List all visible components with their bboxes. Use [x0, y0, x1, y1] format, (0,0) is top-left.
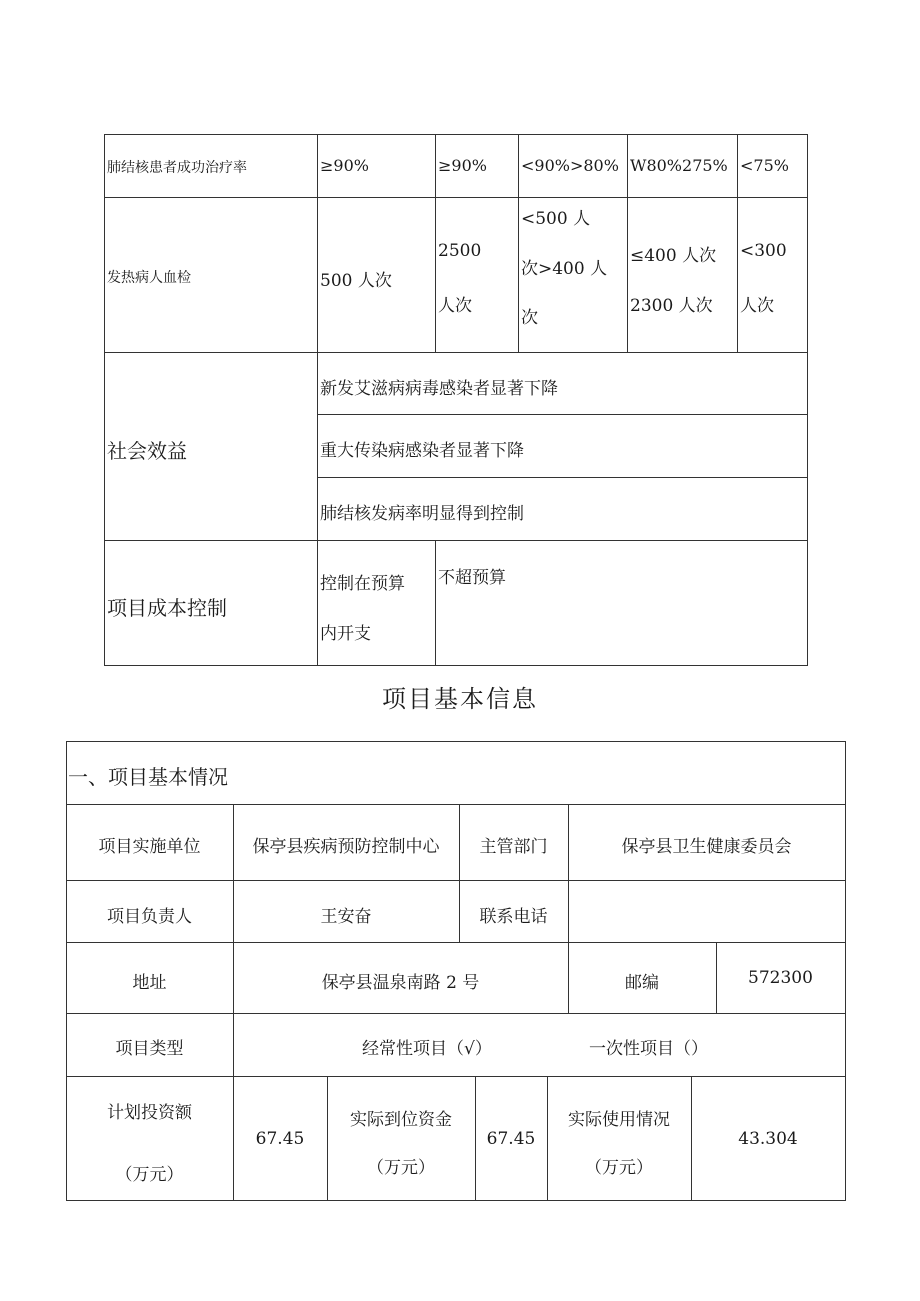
grid-line: [317, 414, 808, 415]
fever-test-value-4a: ≤400 人次: [630, 246, 717, 266]
grid-line: [66, 942, 846, 943]
leader-label: 项目负责人: [107, 907, 192, 927]
grid-line: [807, 134, 808, 666]
actual-label: 实际到位资金: [350, 1110, 452, 1130]
grid-line: [104, 665, 808, 666]
dept-value: 保亭县卫生健康委员会: [621, 837, 792, 857]
grid-line: [66, 1013, 846, 1014]
info-heading: 一、项目基本情况: [68, 765, 228, 789]
grid-line: [104, 197, 808, 198]
tb-rate-value-1: ≥90%: [320, 156, 369, 175]
grid-line: [66, 741, 846, 742]
social-benefit-item: 肺结核发病率明显得到控制: [320, 504, 524, 524]
tb-rate-value-3: <90%>80%: [521, 156, 619, 175]
social-benefit-label: 社会效益: [107, 439, 187, 463]
usage-unit: （万元）: [585, 1158, 653, 1178]
address-value: 保亭县温泉南路 2 号: [321, 973, 480, 993]
zip-label: 邮编: [625, 973, 659, 993]
grid-line: [104, 134, 105, 666]
actual-value: 67.45: [486, 1129, 536, 1149]
tb-rate-value-4: W80%275%: [630, 156, 728, 175]
grid-line: [317, 134, 318, 666]
impl-unit-value: 保亭县疾病预防控制中心: [252, 837, 440, 857]
actual-unit: （万元）: [367, 1158, 435, 1178]
fever-test-value-4b: 2300 人次: [630, 296, 713, 316]
grid-line: [104, 134, 808, 135]
grid-line: [66, 804, 846, 805]
usage-value: 43.304: [738, 1129, 798, 1149]
grid-line: [845, 741, 846, 1201]
grid-line: [547, 1076, 548, 1201]
fever-test-value-2a: 2500: [438, 241, 482, 261]
address-label: 地址: [132, 973, 167, 993]
tb-rate-value-2: ≥90%: [438, 156, 487, 175]
grid-line: [104, 540, 808, 541]
phone-label: 联系电话: [479, 907, 548, 927]
tb-rate-label: 肺结核患者成功治疗率: [107, 160, 247, 176]
type-label: 项目类型: [115, 1039, 184, 1059]
fever-test-value-3c: 次: [521, 308, 538, 328]
cost-control-sub-1: 控制在预算: [320, 574, 405, 594]
usage-label: 实际使用情况: [568, 1110, 670, 1130]
fever-test-value-5a: <300: [740, 241, 787, 261]
cost-control-sub-2: 内开支: [320, 624, 371, 644]
fever-test-value-1: 500 人次: [320, 271, 392, 291]
cost-control-label: 项目成本控制: [107, 596, 227, 620]
social-benefit-item: 重大传染病感染者显著下降: [320, 441, 524, 461]
dept-label: 主管部门: [479, 837, 548, 857]
leader-value: 王安奋: [320, 907, 372, 927]
grid-line: [66, 1200, 846, 1201]
grid-line: [317, 477, 808, 478]
fever-test-value-2b: 人次: [438, 296, 472, 316]
cost-control-value: 不超预算: [438, 568, 506, 588]
plan-label: 计划投资额: [107, 1103, 192, 1123]
fever-test-value-3a: <500 人: [521, 209, 591, 229]
zip-value: 572300: [748, 968, 813, 988]
grid-line: [66, 880, 846, 881]
grid-line: [518, 134, 519, 353]
grid-line: [435, 134, 436, 353]
plan-unit: （万元）: [115, 1165, 184, 1185]
section-title: 项目基本信息: [382, 685, 538, 713]
fever-test-value-3b: 次>400 人: [521, 259, 608, 279]
fever-test-label: 发热病人血检: [107, 270, 191, 286]
type-once: 一次性项目（）: [589, 1039, 708, 1059]
grid-line: [737, 134, 738, 353]
fever-test-value-5b: 人次: [740, 296, 774, 316]
plan-value: 67.45: [255, 1129, 305, 1149]
type-regular: 经常性项目（√）: [362, 1039, 492, 1059]
grid-line: [327, 1076, 328, 1201]
impl-unit-label: 项目实施单位: [98, 837, 201, 857]
grid-line: [435, 540, 436, 666]
grid-line: [66, 1076, 846, 1077]
social-benefit-item: 新发艾滋病病毒感染者显著下降: [320, 379, 558, 399]
tb-rate-value-5: <75%: [740, 156, 789, 175]
grid-line: [104, 352, 808, 353]
grid-line: [627, 134, 628, 353]
